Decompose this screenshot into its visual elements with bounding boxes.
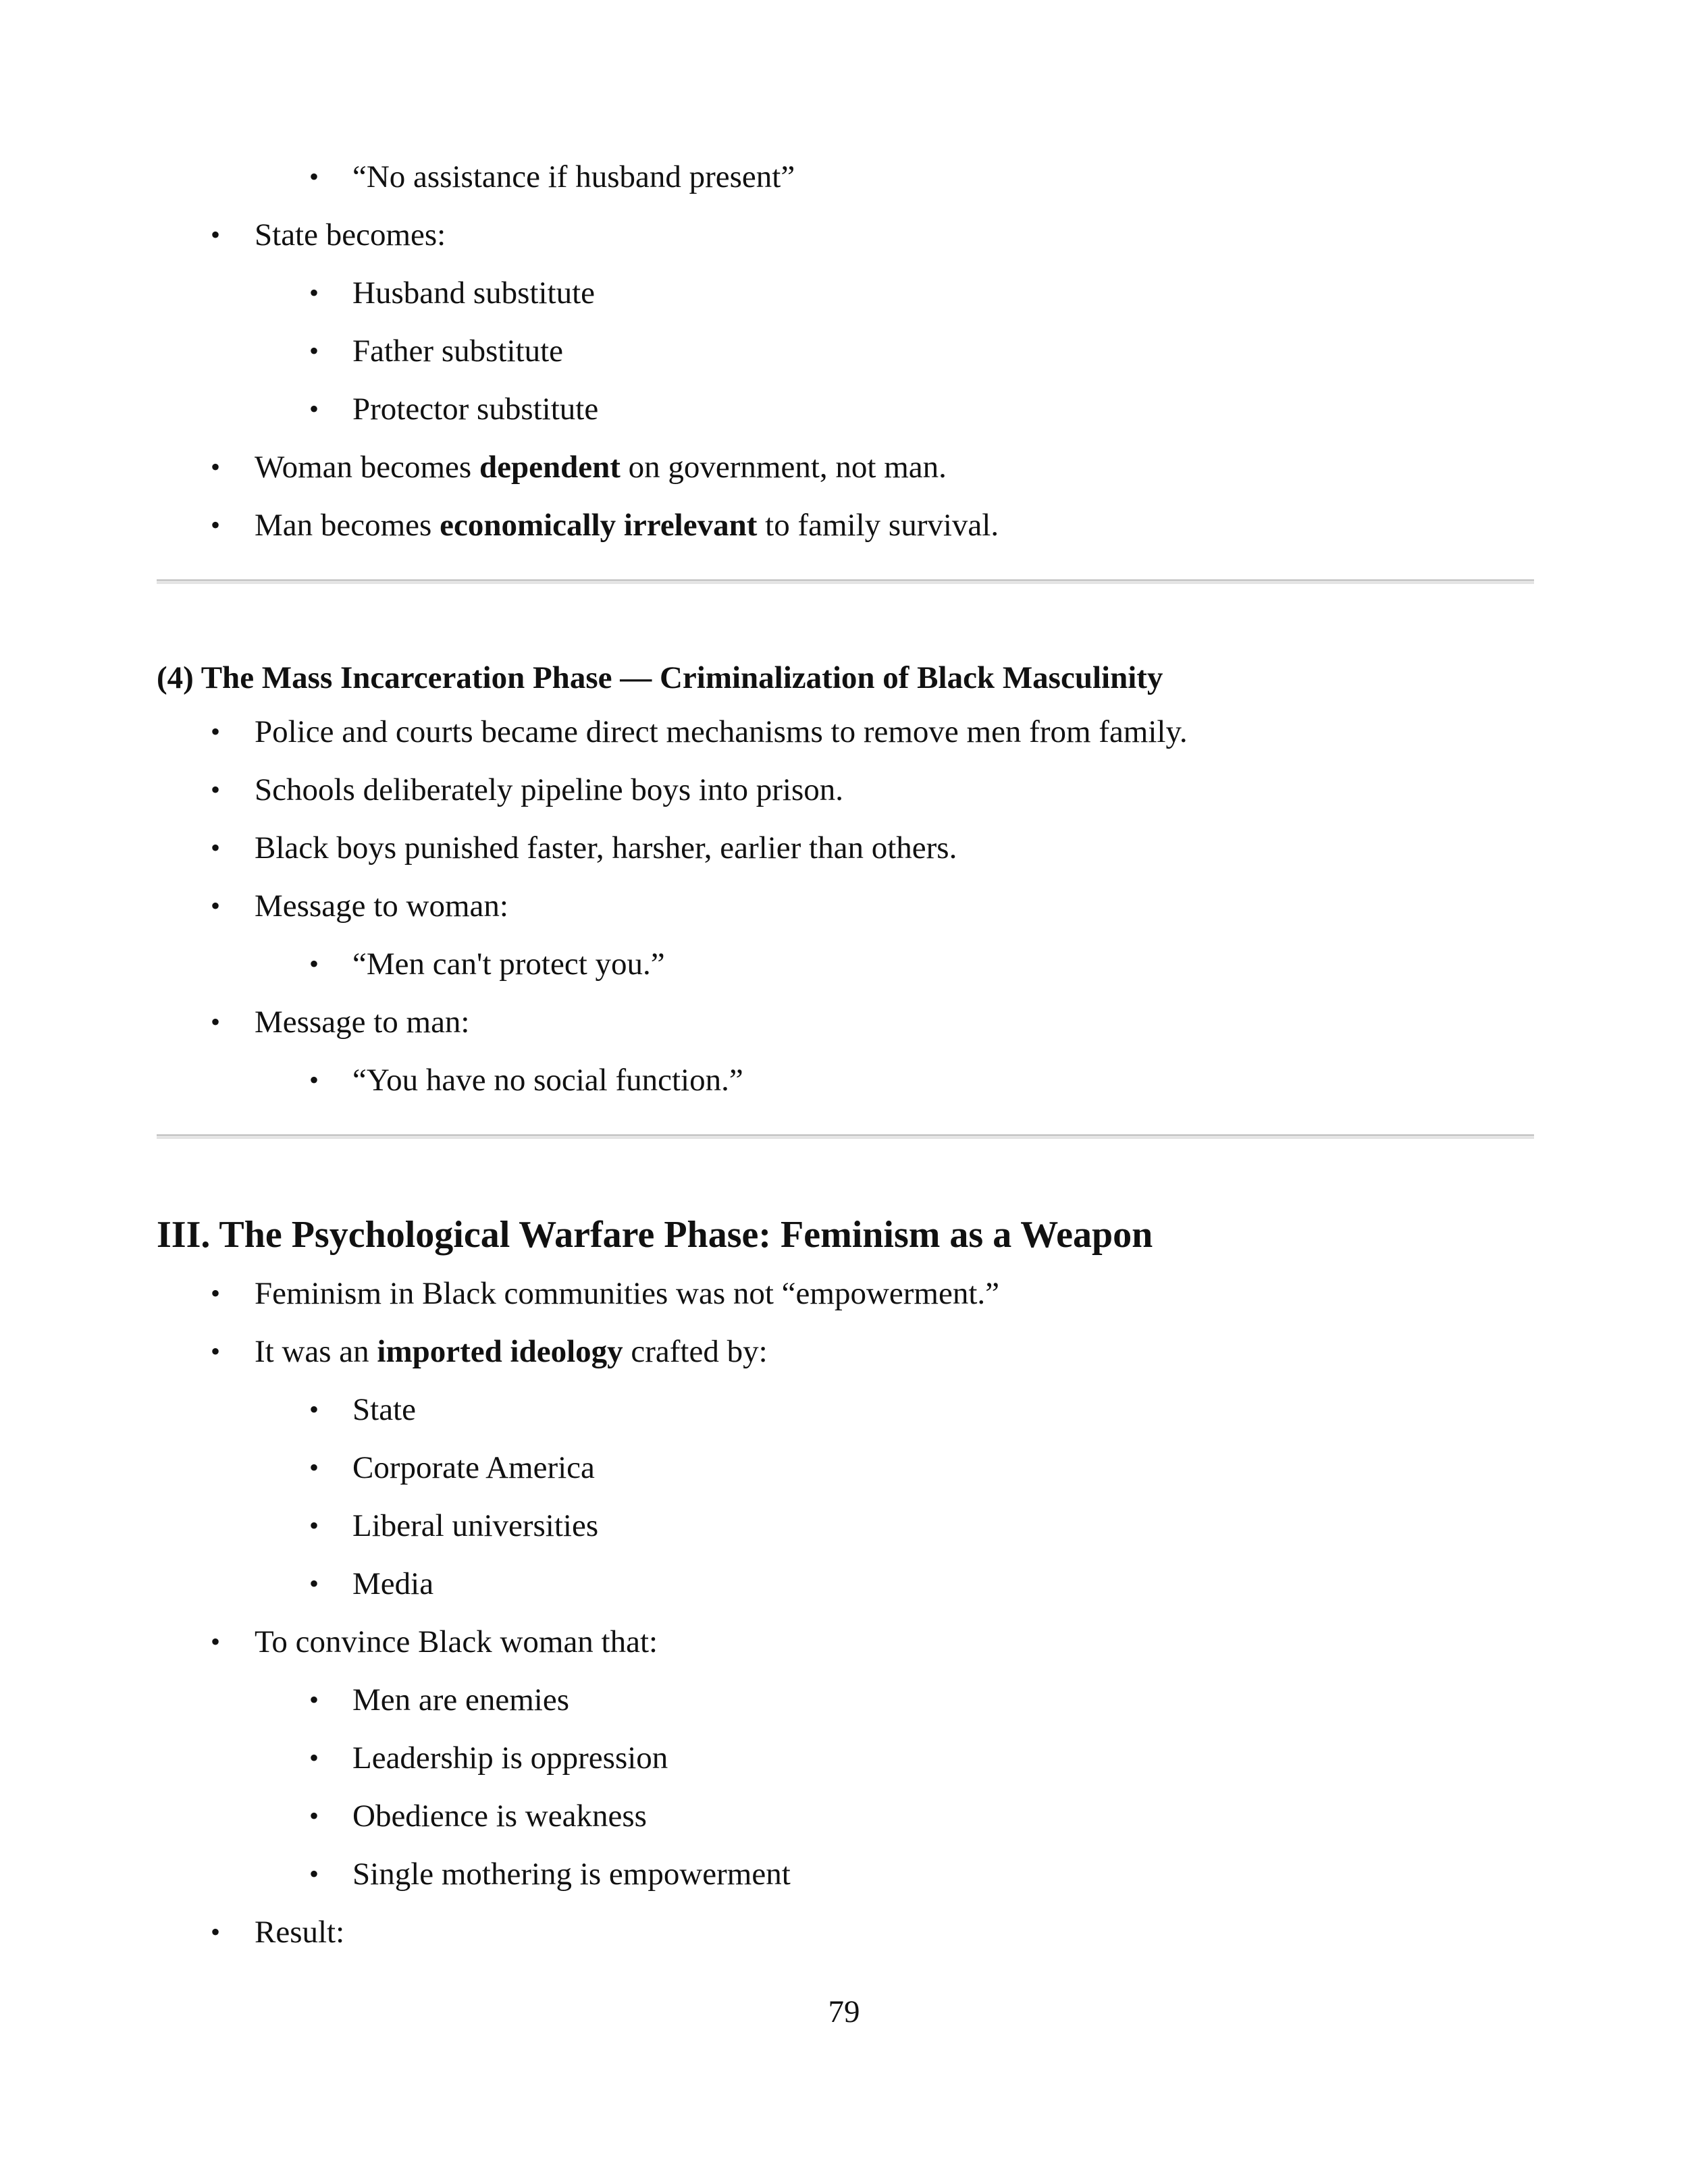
emphasis: economically irrelevant xyxy=(440,508,758,543)
emphasis: dependent xyxy=(479,450,621,485)
list-item: Husband substitute xyxy=(352,275,596,311)
section-heading: (4) The Mass Incarceration Phase — Criminalization of Black Masculinity xyxy=(157,660,1163,695)
list-item: Schools deliberately pipeline boys into prison. xyxy=(255,772,843,807)
bullet: • xyxy=(309,336,319,366)
list-item: Result: xyxy=(255,1915,345,1950)
text-run: It was an xyxy=(255,1334,377,1369)
bullet: • xyxy=(211,510,221,540)
list-item: To convince Black woman that: xyxy=(255,1624,658,1659)
bullet: • xyxy=(309,1568,319,1599)
emphasis: imported ideology xyxy=(377,1334,623,1369)
bullet: • xyxy=(211,1007,221,1037)
list-item: Single mothering is empowerment xyxy=(352,1857,791,1892)
list-item: Corporate America xyxy=(352,1450,595,1485)
list-item: “You have no social function.” xyxy=(352,1063,743,1098)
bullet: • xyxy=(309,277,319,308)
bullet: • xyxy=(211,1336,221,1366)
list-item: Father substitute xyxy=(352,334,563,369)
list-item: Message to man: xyxy=(255,1005,470,1040)
list-item: Leadership is oppression xyxy=(352,1740,668,1776)
bullet: • xyxy=(309,1684,319,1715)
list-item: Message to woman: xyxy=(255,888,508,924)
bullet: • xyxy=(211,1917,221,1947)
bullet: • xyxy=(211,1626,221,1657)
text-run: Man becomes xyxy=(255,508,440,543)
text-run: Woman becomes xyxy=(255,450,479,485)
list-item: State xyxy=(352,1392,416,1427)
section-heading: III. The Psychological Warfare Phase: Feminism as a Weapon xyxy=(157,1214,1153,1256)
bullet: • xyxy=(309,1742,319,1773)
bullet: • xyxy=(211,832,221,863)
bullet: • xyxy=(309,1510,319,1541)
list-item: State becomes: xyxy=(255,217,446,252)
list-item: Liberal universities xyxy=(352,1508,599,1543)
bullet: • xyxy=(211,716,221,747)
bullet: • xyxy=(211,774,221,805)
list-item: Obedience is weakness xyxy=(352,1799,647,1834)
list-item: Police and courts became direct mechanisms to remove men from family. xyxy=(255,714,1188,749)
list-item xyxy=(255,448,947,486)
list-item xyxy=(255,1333,768,1370)
horizontal-divider xyxy=(157,579,1534,584)
text-run: to family survival. xyxy=(757,508,999,543)
list-item: Protector substitute xyxy=(352,392,599,427)
list-item: Black boys punished faster, harsher, earlier than others. xyxy=(255,830,957,865)
bullet: • xyxy=(309,161,319,192)
bullet: • xyxy=(309,394,319,424)
bullet: • xyxy=(211,890,221,921)
bullet: • xyxy=(309,1859,319,1889)
bullet: • xyxy=(211,452,221,482)
text-run: crafted by: xyxy=(623,1334,768,1369)
bullet: • xyxy=(309,1065,319,1095)
list-item xyxy=(255,506,999,544)
bullet: • xyxy=(309,1394,319,1424)
bullet: • xyxy=(309,1452,319,1483)
bullet: • xyxy=(211,219,221,250)
bullet: • xyxy=(211,1278,221,1308)
list-item: Feminism in Black communities was not “empowerment.” xyxy=(255,1276,999,1311)
list-item: Media xyxy=(352,1566,434,1601)
list-item: “No assistance if husband present” xyxy=(352,159,795,194)
list-item: “Men can't protect you.” xyxy=(352,947,665,982)
list-item: Men are enemies xyxy=(352,1682,570,1717)
text-run: on government, not man. xyxy=(620,450,947,485)
horizontal-divider xyxy=(157,1134,1534,1139)
page-number: 79 xyxy=(828,1994,860,2029)
bullet: • xyxy=(309,1801,319,1831)
bullet: • xyxy=(309,949,319,979)
